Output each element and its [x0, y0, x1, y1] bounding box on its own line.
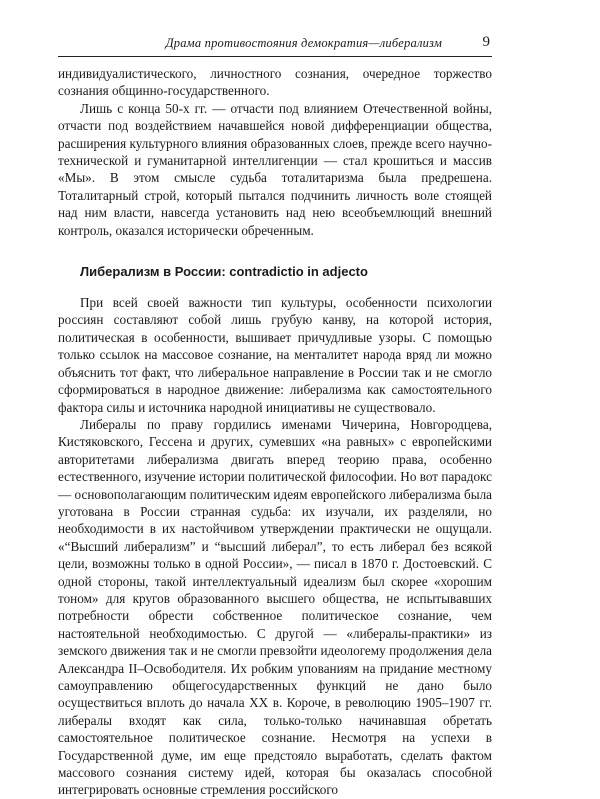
- running-header: [58, 34, 492, 57]
- section-heading: Либерализм в России: contradictio in adjecto: [80, 264, 368, 280]
- book-page: [58, 34, 492, 799]
- page-number: 9: [482, 34, 490, 50]
- paragraph-4: Либералы по праву гордились именами Чичерина, Новгородцева, Кистяковского, Гессена и других, сумевших «на равных» с европейскими авторитетами либерализма двигать вперед теорию права, особенно естественного, изучение истории политической философии. Но вот парадокс — основополагающим политическим идеям европейского либерализма была уготована в России странная судьба: их изучали, их разделяли, но необходимости в их настойчивом утверждении практически не ощущали. «“Высший либерализм” и “высший либерал”, то есть либерал без всякой цели, возможны только в одной России», — писал в 1870 г. Достоевский. С одной стороны, такой интеллектуальный идеализм был скорее «хорошим тоном» для кругов образованного высшего общества, не испытывавших потребности обрести собственное политическое сознание, чем настоятельной необходимостью. С другой — «либералы-практики» из земского движения так и не смогли превзойти идеологему продолжения дела Александра II–Освободителя. Их робким упованиям на придание местному самоуправлению общегосударственных функций не дано было осуществиться вплоть до начала XX в. Короче, в революцию 1905–1907 гг. либералы входят как сила, только-только начинавшая обретать самостоятельное политическое сознание. Несмотря на успехи в Государственной думе, им еще предстояло выработать, сделать фактом массового сознания систему идей, которая бы оказалась способной интегрировать основные стремления российского: [58, 416, 492, 798]
- paragraph-3: При всей своей важности тип культуры, особенности психологии россиян составляют собой лишь грубую канву, на которой история, политическая в особенности, вышивает причудливые узоры. С помощью только ссылок на массовое сознание, на менталитет народа вряд ли можно объяснить тот факт, что либеральное направление в России так и не смогло сформироваться в народное движение: либерализма как самостоятельного фактора силы и источника народной инициативы не существовало.: [58, 295, 492, 415]
- running-title: Драма противостояния демократия—либерализм: [165, 36, 442, 50]
- paragraph-2: Лишь с конца 50-х гг. — отчасти под влиянием Отечественной войны, отчасти под воздействием начавшейся новой дифференциации общества, расширения культурного влияния образованных слоев, прежде всего научно-технической и гуманитарной интеллигенции — стал крошиться и массив «Мы». В этом смысле судьба тоталитаризма была предрешена. Тоталитарный строй, который пытался подчинить личность воле стоящей над ним власти, навсегда установить над нею всеобъемлющий внешний контроль, оказался исторически обреченным.: [58, 100, 492, 238]
- paragraph-1: индивидуалистического, личностного сознания, очередное торжество сознания общинно-государственного.: [58, 66, 492, 99]
